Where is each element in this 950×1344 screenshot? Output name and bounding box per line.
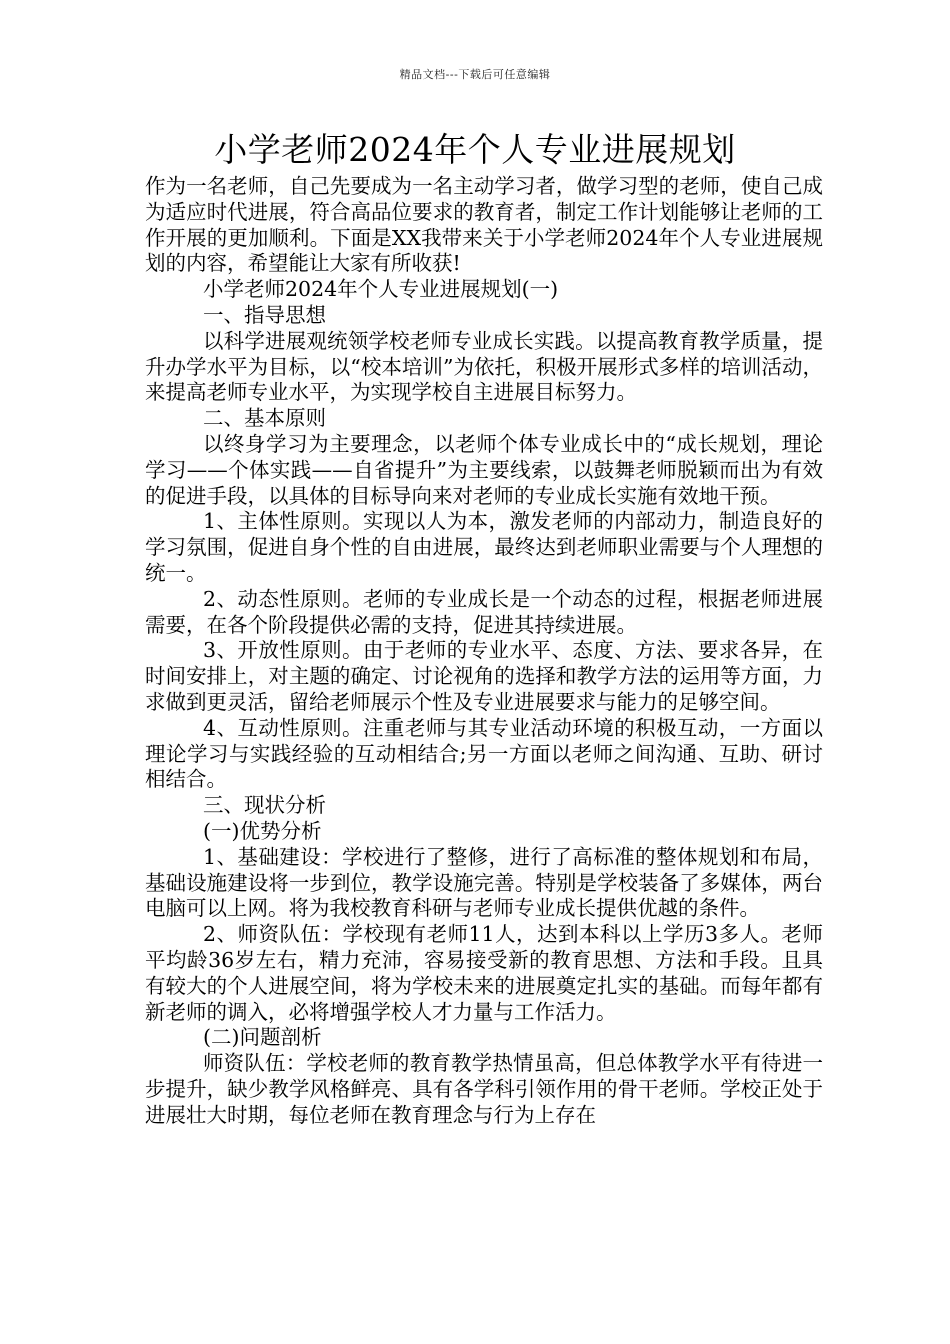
heading-guiding-thought: 一、指导思想 [203, 302, 326, 327]
paragraph-basic-principles: 以终身学习为主要理念，以老师个体专业成长中的“成长规划，理论学习——个体实践——自省提升”为主要线索，以鼓舞老师脱颖而出为有效的促进手段，以具体的目标导向来对老师的专业成长实施有效地干预。 [145, 431, 823, 508]
paragraph-principle-2: 2、动态性原则。老师的专业成长是一个动态的过程，根据老师进展需要，在各个阶段提供必需的支持，促进其持续进展。 [145, 586, 823, 637]
paragraph-problem-staff: 师资队伍：学校老师的教育教学热情虽高，但总体教学水平有待进一步提升，缺少教学风格鲜亮、具有各学科引领作用的骨干老师。学校正处于进展壮大时期，每位老师在教育理念与行为上存在 [145, 1051, 823, 1127]
document-body [145, 174, 823, 1128]
intro-paragraph: 作为一名老师，自己先要成为一名主动学习者，做学习型的老师，使自己成为适应时代进展，符合高品位要求的教育者，制定工作计划能够让老师的工作开展的更加顺利。下面是XX我带来关于小学老师2024年个人专业进展规划的内容，希望能让大家有所收获! [145, 174, 823, 276]
heading-problem-analysis: (二)问题剖析 [203, 1025, 322, 1050]
paragraph-infrastructure: 1、基础建设：学校进行了整修，进行了高标准的整体规划和布局，基础设施建设将一步到位，教学设施完善。特别是学校装备了多媒体，两台电脑可以上网。将为我校教育科研与老师专业成长提供优越的条件。 [145, 844, 823, 921]
paragraph-guiding-thought: 以科学进展观统领学校老师专业成长实践。以提高教育教学质量，提升办学水平为目标，以“校本培训”为依托，积极开展形式多样的培训活动，来提高老师专业水平，为实现学校自主进展目标努力。 [145, 328, 823, 405]
paragraph-principle-4: 4、互动性原则。注重老师与其专业活动环境的积极互动，一方面以理论学习与实践经验的互动相结合;另一方面以老师之间沟通、互助、研讨相结合。 [145, 715, 823, 792]
heading-advantage-analysis: (一)优势分析 [203, 818, 322, 843]
header-note: 精品文档---下载后可任意编辑 [399, 68, 551, 81]
paragraph-teaching-staff: 2、师资队伍：学校现有老师11人，达到本科以上学历3多人。老师平均龄36岁左右，精力充沛，容易接受新的教育思想、方法和手段。且具有较大的个人进展空间，将为学校未来的进展奠定扎实的基础。而每年都有新老师的调入，必将增强学校人才力量与工作活力。 [145, 922, 823, 1024]
paragraph-principle-3: 3、开放性原则。由于老师的专业水平、态度、方法、要求各异，在时间安排上，对主题的确定、讨论视角的选择和教学方法的运用等方面，力求做到更灵活，留给老师展示个性及专业进展要求与能力的足够空间。 [145, 638, 823, 714]
heading-basic-principles: 二、基本原则 [203, 406, 326, 431]
heading-status-analysis: 三、现状分析 [203, 793, 326, 818]
document-title: 小学老师2024年个人专业进展规划 [214, 130, 736, 169]
paragraph-principle-1: 1、主体性原则。实现以人为本，激发老师的内部动力，制造良好的学习氛围，促进自身个性的自由进展，最终达到老师职业需要与个人理想的统一。 [145, 509, 823, 585]
section-heading-plan-1: 小学老师2024年个人专业进展规划(一) [203, 277, 559, 302]
